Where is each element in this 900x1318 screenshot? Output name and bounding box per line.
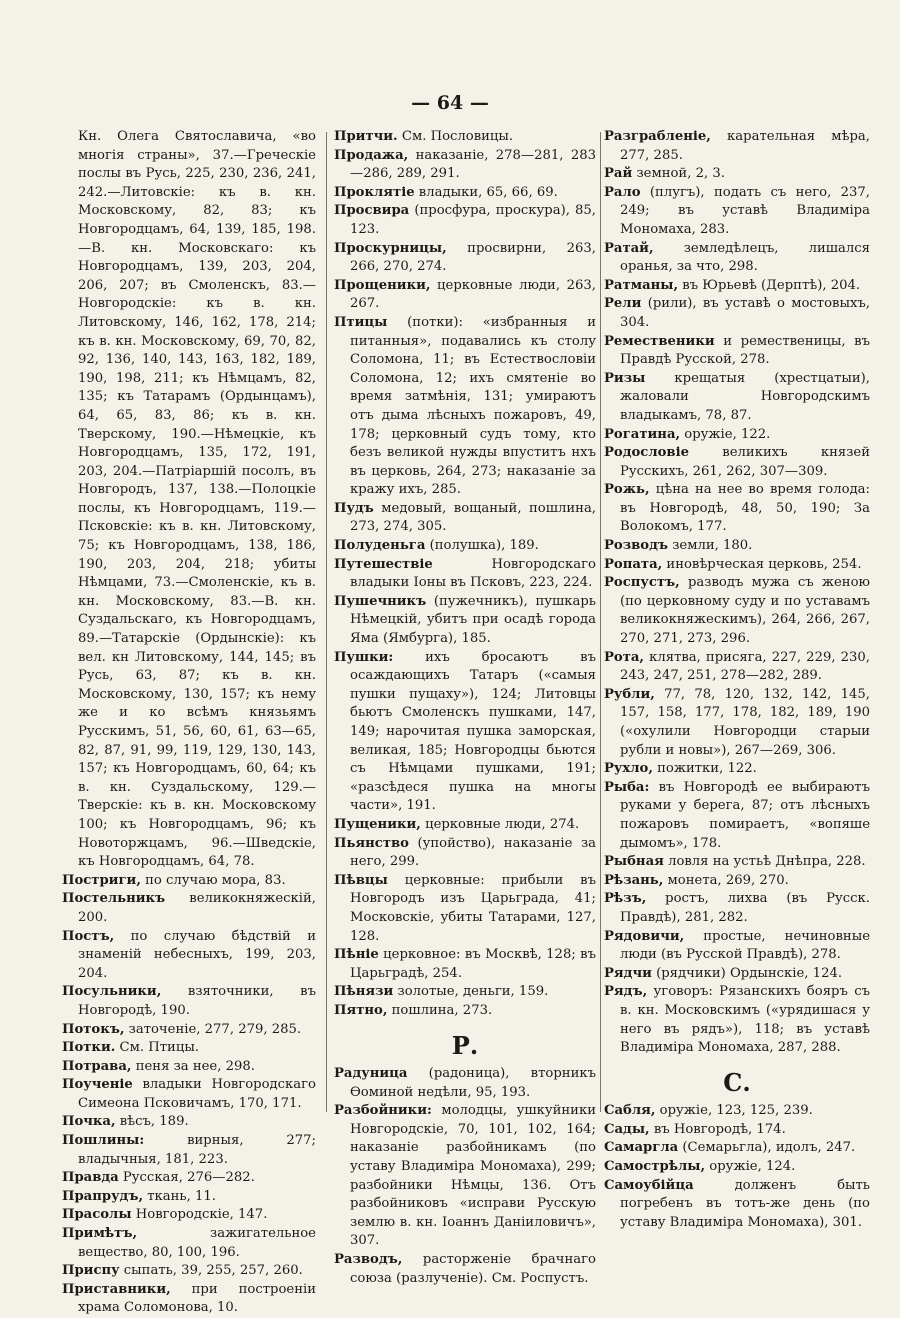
entry-headword: Потки. (62, 1040, 116, 1056)
entry-headword: Прощеники, (334, 277, 431, 293)
entry-headword: Потокъ, (62, 1021, 125, 1037)
entry-headword: Рядовичи, (604, 928, 685, 944)
entry-headword: Пудъ (334, 500, 374, 516)
entry-headword: Пьянство (334, 835, 409, 851)
entry-text: монета, 269, 270. (663, 872, 789, 888)
entry-headword: Пятно, (334, 1002, 388, 1018)
entry-headword: Ризы (604, 370, 646, 386)
index-entry (604, 1158, 870, 1177)
index-entry (62, 1225, 316, 1262)
index-entry (604, 481, 870, 537)
entry-headword: Разграбленіе, (604, 129, 711, 144)
entry-text: зажигательное вещество, 80, 100, 196. (78, 1226, 316, 1260)
entry-text: владыки, 65, 66, 69. (414, 184, 558, 200)
entry-text: церковные люди, 274. (420, 816, 580, 832)
entry-headword: Проклятіе (334, 184, 415, 200)
entry-headword: Правда (62, 1170, 119, 1186)
index-entry (604, 295, 870, 332)
index-entry (334, 314, 596, 500)
index-entry (604, 165, 870, 184)
entry-headword: Самоубійца (604, 1177, 694, 1193)
entry-headword: Пѣнязи (334, 984, 394, 1000)
entry-text: при построеніи храма Соломонова, 10. (78, 1281, 316, 1316)
index-entry (334, 946, 596, 983)
entry-text: (плугъ), подать съ него, 237, 249; въ уставѣ Владиміра Мономаха, 283. (620, 184, 870, 237)
entry-headword: Рѣзъ, (604, 891, 647, 907)
entry-headword: Пѣніе (334, 947, 379, 963)
index-entry (334, 537, 596, 556)
entry-headword: Самострѣлы, (604, 1159, 706, 1175)
entry-headword: Полуденьга (334, 538, 426, 554)
index-entry (334, 1251, 596, 1288)
entry-text: (просфура, проскура), 85, 123. (350, 203, 596, 237)
entry-text: ростъ, лихва (въ Русск. Правдѣ), 281, 282. (620, 891, 870, 925)
entry-text: и ремественицы, въ Правдѣ Русской, 278. (620, 333, 870, 368)
entry-text: долженъ быть погребенъ въ тотъ-же день (по уставу Владиміра Мономаха), 301. (620, 1177, 870, 1230)
index-entry (604, 444, 870, 481)
index-entry (604, 1139, 870, 1158)
entry-headword: Проскурницы, (334, 240, 447, 256)
column-2 (334, 128, 596, 1288)
entry-text: церковное: въ Москвѣ, 128; въ Царьградѣ, 254. (350, 947, 596, 981)
entry-headword: Прапрудъ, (62, 1188, 144, 1204)
entry-headword: Рядчи (604, 965, 652, 981)
entry-text: земледѣлецъ, лишался оранья, за что, 298. (620, 240, 870, 275)
entry-headword: Рели (604, 296, 642, 312)
entry-text: оружіе, 122. (680, 426, 771, 442)
entry-headword: Сады, (604, 1121, 650, 1137)
entry-text: уговоръ: Рязанскихъ бояръ съ в. кн. Московскимъ («урядишася у него въ рядъ»), 118; въ уставѣ Владиміра Мономаха, 287, 288. (620, 984, 870, 1056)
index-entry (334, 835, 596, 872)
entry-headword: Потрава, (62, 1058, 132, 1074)
index-entry (62, 890, 316, 927)
index-entry (62, 1021, 316, 1040)
entry-text: великихъ князей Русскихъ, 261, 262, 307—309. (620, 445, 870, 479)
entry-text: молодцы, ушкуйники Новгородскіе, 70, 101, 102, 164; наказаніе разбойникамъ (по уставу Владиміра Мономаха), 299; разбойники Нѣмцы, 136. Отъ разбойниковъ «исправи Русскую землю в. кн. Іоаннъ Даніиловичъ», 307. (350, 1103, 596, 1249)
index-entry (62, 1262, 316, 1281)
index-entry (604, 426, 870, 445)
entry-headword: Ратай, (604, 240, 654, 256)
entry-text: разводъ мужа съ женою (по церковному суду и по уставамъ великокняжескимъ), 264, 266, 267, 270, 271, 273, 296. (620, 575, 870, 647)
index-entry (604, 649, 870, 686)
section-letter: С. (723, 1067, 751, 1097)
index-entry (604, 928, 870, 965)
entry-text: вирныя, 277; владычныя, 181, 223. (78, 1133, 316, 1167)
entry-headword: Почка, (62, 1114, 116, 1130)
index-entry (334, 1102, 596, 1251)
index-entry (604, 537, 870, 556)
entry-headword: Самаргла (604, 1140, 679, 1156)
entry-text: ткань, 11. (143, 1188, 216, 1204)
entry-text: Русская, 276—282. (118, 1170, 255, 1186)
index-entry (334, 240, 596, 277)
entry-headword: Пущеники, (334, 816, 421, 832)
entry-text: (пужечникъ), пушкарь Нѣмецкій, убитъ при осадѣ города Яма (Ямбурга), 185. (350, 593, 596, 647)
index-entry (62, 1188, 316, 1207)
index-entry (604, 574, 870, 648)
entry-headword: Пошлины: (62, 1133, 145, 1149)
index-entry (62, 872, 316, 891)
entry-text: ихъ бросаютъ въ осаждающихъ Татаръ («самыя пушки пущаху»), 124; Литовцы бьютъ Смоленскъ пушками, 147, 149; нарочитая пушка заморская, великая, 185; Новгородцы бьются съ Нѣмцами пушками, 191; «разсѣдеся пушка на многы части», 191. (350, 649, 596, 814)
entry-text: пошлина, 273. (387, 1002, 493, 1018)
entry-headword: Рухло, (604, 761, 653, 777)
entry-headword: Рало (604, 184, 641, 200)
entry-headword: Разбойники: (334, 1103, 432, 1119)
entry-text: земли, 180. (668, 538, 753, 554)
index-entry (62, 1206, 316, 1225)
entry-headword: Рыба: (604, 779, 650, 795)
entry-text: въ Новгородѣ ее выбираютъ руками у берега, 87; отъ лѣсныхъ пожаровъ помираетъ, «вопяше дымомъ», 178. (620, 779, 870, 851)
entry-headword: Радуница (334, 1066, 408, 1082)
entry-headword: Постельникъ (62, 891, 166, 907)
column-divider (600, 132, 601, 1112)
entry-headword: Пѣвцы (334, 872, 388, 888)
column-1 (62, 128, 316, 1318)
entry-headword: Ремественики (604, 333, 715, 349)
index-entry (334, 1065, 596, 1102)
entry-text: оружіе, 123, 125, 239. (655, 1103, 813, 1119)
entry-headword: Пушки: (334, 649, 394, 665)
index-entry (62, 1169, 316, 1188)
index-entry (334, 872, 596, 946)
index-entry (334, 1002, 596, 1021)
entry-text: (упойство), наказаніе за него, 299. (350, 835, 596, 870)
index-entry (62, 1281, 316, 1318)
entry-headword: Рота, (604, 649, 645, 665)
entry-text: Кн. Олега Святославича, «во многія страны», 37.—Греческіе послы въ Русь, 225, 230, 236, 241, 242.—Литовскіе: къ в. кн. Московскому, 82, 83; къ Новгородцамъ, 64, 139, 185, 198.—В. кн. Московскаго: къ Новгородцамъ, 139, 203, 204, 206, 207; въ Смоленскъ, 83.—Новгородскіе: къ в. кн. Литовскому, 146, 162, 178, 214; къ в. кн. Московскому, 69, 70, 82, 92, 136, 140, 143, 163, 182, 189, 190, 198, 211; къ Нѣмцамъ, 82, 135; къ Татарамъ (Ордынцамъ), 64, 65, 83, 86; къ в. кн. Тверскому, 190.—Нѣмецкіе, къ Новгородцамъ, 135, 172, 191, 203, 204.—Патріаршій посолъ, въ Новгородъ, 137, 138.—Полоцкіе послы, къ Новгородцамъ, 119.—Псковскіе: къ в. кн. Литовскому, 75; къ Новгородцамъ, 138, 186, 190, 203, 204, 218; убиты Нѣмцами, 73.—Смоленскіе, къ в. кн. Московскому, 83.—В. кн. Суздальскаго, къ Новгородцамъ, 89.—Татарскіе (Ордынскіе): къ вел. кн Литовскому, 144, 145; въ Русь, 63, 87; къ в. кн. Московскому, 130, 157; къ нему же и ко всѣмъ князьямъ Русскимъ, 51, 56, 60, 61, 63—65, 82, 87, 91, 99, 119, 129, 130, 143, 157; къ Новгородцамъ, 60, 64; къ в. кн. Суздальскому, 129.—Тверскіе: къ в. кн. Московскому 100; къ Новгородцамъ, 96; къ Новоторжцамъ, 96.—Шведскіе, къ Новгородцамъ, 64, 78. (78, 129, 316, 870)
entry-headword: Птицы (334, 314, 388, 330)
entry-text: по случаю мора, 83. (140, 872, 286, 888)
entry-text: золотые, деньги, 159. (393, 984, 549, 1000)
entry-headword: Рыбная (604, 854, 664, 870)
index-entry (62, 928, 316, 984)
entry-text: владыки Новгородскаго Симеона Псковичамъ, 170, 171. (78, 1077, 316, 1111)
entry-text: медовый, вощаный, пошлина, 273, 274, 305. (350, 500, 596, 535)
entry-text: расторженіе брачнаго союза (разлученіе). См. Роспустъ. (350, 1252, 596, 1286)
entry-headword: Приставники, (62, 1281, 171, 1297)
index-entry (604, 760, 870, 779)
index-entry (334, 184, 596, 203)
entry-text: вѣсъ, 189. (115, 1114, 189, 1130)
entry-text: (рядчики) Ордынскіе, 124. (651, 965, 843, 981)
entry-headword: Просвира (334, 203, 410, 219)
index-entry (604, 556, 870, 575)
entry-headword: Прасолы (62, 1207, 132, 1223)
entry-headword: Роспустъ, (604, 575, 680, 591)
index-entry (604, 1102, 870, 1121)
index-entry (604, 1177, 870, 1233)
index-entry (334, 277, 596, 314)
index-entry (604, 333, 870, 370)
entry-headword: Ропата, (604, 556, 663, 572)
entry-text: 77, 78, 120, 132, 142, 145, 157, 158, 177, 178, 182, 189, 190 («охулили Новгородци старыи рубли и новы»), 267—269, 306. (620, 686, 870, 758)
index-entry (334, 649, 596, 816)
entry-text: См. Птицы. (115, 1040, 200, 1056)
entry-headword: Разводъ, (334, 1252, 403, 1268)
entry-headword: Поученіе (62, 1077, 133, 1093)
index-entry (62, 1132, 316, 1169)
index-entry (604, 872, 870, 891)
entry-text: иновѣрческая церковь, 254. (662, 556, 862, 572)
index-entry (334, 816, 596, 835)
column-divider (326, 132, 327, 1112)
entry-text: клятва, присяга, 227, 229, 230, 243, 247, 251, 278—282, 289. (620, 649, 870, 684)
entry-headword: Рубли, (604, 686, 655, 702)
entry-headword: Постриги, (62, 872, 141, 888)
entry-text: (радоница), вторникъ Ѳоминой недѣли, 95, 193. (350, 1066, 596, 1100)
index-entry (334, 556, 596, 593)
entry-text: въ Новгородѣ, 174. (649, 1121, 786, 1137)
index-entry (604, 779, 870, 853)
index-entry (334, 128, 596, 147)
entry-text: оружіе, 124. (705, 1159, 796, 1175)
entry-headword: Рай (604, 166, 633, 182)
index-entry (62, 1039, 316, 1058)
entry-text: (потки): «избранныя и питанныя», подавались къ столу Соломона, 11; въ Естествословіи Соломона, 12; ихъ смятеніе во время затмѣнія, 131; умираютъ отъ дыма лѣсныхъ пожаровъ, 49, 178; церковный судъ тому, кто безъ великой нужды впуститъ нхъ въ церковь, 264, 273; наказаніе за кражу ихъ, 285. (350, 314, 596, 498)
entry-text: въ Юрьевѣ (Дерптѣ), 204. (678, 277, 861, 293)
entry-headword: Продажа, (334, 147, 409, 163)
entry-text: Новгородскіе, 147. (131, 1207, 268, 1223)
entry-headword: Притчи. (334, 129, 398, 144)
entry-text: церковные: прибыли въ Новгородъ изъ Царьграда, 41; Московскіе, убиты Татарами, 127, 128. (350, 872, 596, 944)
entry-headword: Пушечникъ (334, 593, 427, 609)
entry-text: заточеніе, 277, 279, 285. (124, 1021, 302, 1037)
index-entry (334, 983, 596, 1002)
index-entry (334, 147, 596, 184)
entry-text: (полушка), 189. (425, 538, 539, 554)
entry-headword: Родословіе (604, 445, 689, 461)
entry-headword: Ратманы, (604, 277, 679, 293)
entry-text: крещатыя (хрестцатыи), жаловали Новгородскимъ владыкамъ, 78, 87. (620, 370, 870, 423)
index-entry (604, 370, 870, 426)
index-entry (604, 240, 870, 277)
index-entry (334, 500, 596, 537)
entry-text: сыпать, 39, 255, 257, 260. (119, 1263, 303, 1279)
index-entry (604, 890, 870, 927)
entry-text: ловля на устьѣ Днѣпра, 228. (663, 854, 866, 870)
entry-text: взяточники, въ Новгородѣ, 190. (78, 984, 316, 1018)
entry-text: Новгородскаго владыки Іоны въ Псковъ, 223, 224. (350, 556, 596, 591)
entry-text: наказаніе, 278—281, 283—286, 289, 291. (350, 147, 596, 182)
column-3 (604, 128, 870, 1232)
entry-text: цѣна на нее во время голода: въ Новгородѣ, 48, 50, 190; За Волокомъ, 177. (620, 482, 870, 535)
index-entry (62, 1058, 316, 1077)
index-entry (334, 202, 596, 239)
entry-headword: Путешествіе (334, 556, 433, 572)
index-entry (62, 128, 316, 872)
entry-text: просвирни, 263, 266, 270, 274. (350, 240, 596, 275)
entry-text: (Семарьгла), идолъ, 247. (678, 1140, 856, 1156)
entry-text: пеня за нее, 298. (131, 1058, 255, 1074)
entry-text: См. Пословицы. (397, 129, 514, 144)
entry-headword: Рогатина, (604, 426, 681, 442)
index-entry (604, 128, 870, 165)
index-entry (334, 593, 596, 649)
index-entry (62, 1113, 316, 1132)
entry-headword: Приспу (62, 1263, 120, 1279)
entry-text: карательная мѣра, 277, 285. (620, 129, 870, 163)
index-entry (604, 853, 870, 872)
index-entry (604, 965, 870, 984)
entry-headword: Рядъ, (604, 984, 648, 1000)
entry-headword: Постъ, (62, 928, 115, 944)
index-entry (604, 1121, 870, 1140)
entry-text: великокняжескій, 200. (78, 891, 316, 925)
entry-headword: Рожь, (604, 482, 650, 498)
entry-headword: Розводъ (604, 538, 668, 554)
page-number: — 64 — (411, 92, 489, 114)
index-entry (604, 983, 870, 1057)
entry-headword: Посульники, (62, 984, 162, 1000)
entry-text: пожитки, 122. (652, 761, 757, 777)
entry-text: простые, нечиновные люди (въ Русской Правдѣ), 278. (620, 928, 870, 963)
entry-text: земной, 2, 3. (632, 166, 725, 182)
index-entry (604, 686, 870, 760)
index-entry (62, 983, 316, 1020)
entry-headword: Примѣтъ, (62, 1226, 138, 1242)
entry-headword: Рѣзань, (604, 872, 664, 888)
entry-text: по случаю бѣдствій и знаменій небесныхъ, 199, 203, 204. (78, 928, 316, 981)
index-entry (604, 184, 870, 240)
section-letter: Р. (451, 1030, 479, 1060)
index-entry (62, 1076, 316, 1113)
index-entry (604, 277, 870, 296)
entry-text: (рили), въ уставѣ о мостовыхъ, 304. (620, 296, 870, 330)
entry-text: церковные люди, 263, 267. (350, 277, 596, 312)
entry-headword: Сабля, (604, 1103, 656, 1119)
